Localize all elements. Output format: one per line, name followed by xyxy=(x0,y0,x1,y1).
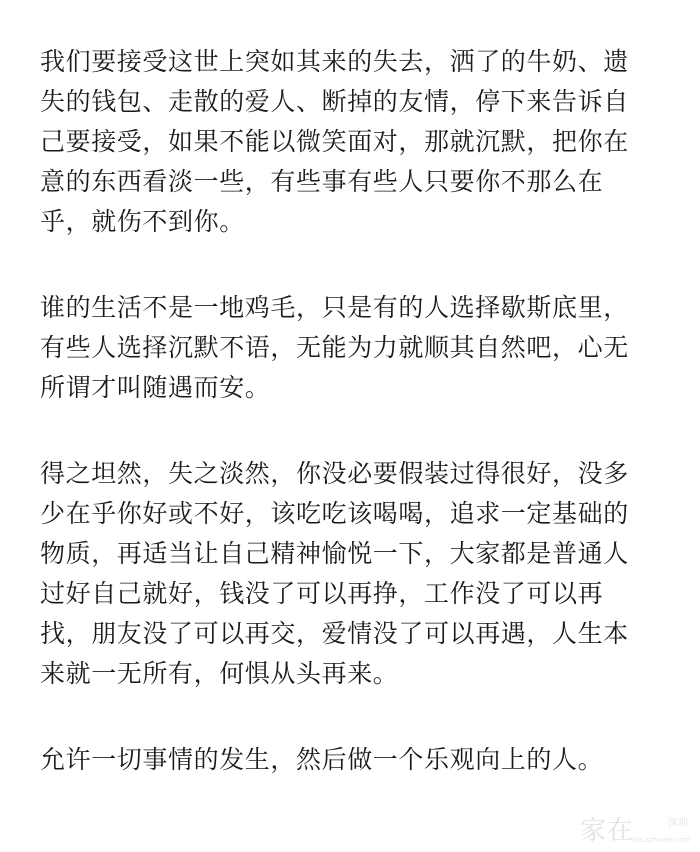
paragraph-gap xyxy=(40,408,680,454)
text-line: 来就一无所有，何惧从头再来。 xyxy=(40,659,399,688)
watermark-main-text: 家在 xyxy=(580,816,635,846)
paragraph-2 xyxy=(40,288,680,408)
article-body xyxy=(40,42,680,780)
paragraph-1 xyxy=(40,42,680,242)
paragraph-gap xyxy=(40,694,680,740)
paragraph-3 xyxy=(40,454,680,694)
text-line: 己要接受，如果不能以微笑面对，那就沉默，把你在 xyxy=(40,127,629,156)
watermark-url-text: bbs.szhome.com xyxy=(630,836,690,844)
paragraph-gap xyxy=(40,242,680,288)
text-line: 失的钱包、走散的爱人、断掉的友情，停下来告诉自 xyxy=(40,87,629,116)
watermark-logo xyxy=(580,808,690,844)
text-line: 我们要接受这世上突如其来的失去，洒了的牛奶、遗 xyxy=(40,47,629,76)
text-line: 过好自己就好，钱没了可以再挣，工作没了可以再 xyxy=(40,579,604,608)
text-line: 乎，就伤不到你。 xyxy=(40,207,245,236)
text-line: 允许一切事情的发生，然后做一个乐观向上的人。 xyxy=(40,745,604,774)
text-line: 找，朋友没了可以再交，爱情没了可以再遇，人生本 xyxy=(40,619,629,648)
text-line: 意的东西看淡一些，有些事有些人只要你不那么在 xyxy=(40,167,604,196)
paragraph-4 xyxy=(40,740,680,780)
watermark-side-text: 深圳 xyxy=(668,818,688,829)
text-line: 物质，再适当让自己精神愉悦一下，大家都是普通人 xyxy=(40,539,629,568)
text-line: 少在乎你好或不好，该吃吃该喝喝，追求一定基础的 xyxy=(40,499,629,528)
text-line: 得之坦然，失之淡然，你没必要假装过得很好，没多 xyxy=(40,459,629,488)
text-line: 谁的生活不是一地鸡毛，只是有的人选择歇斯底里， xyxy=(40,293,629,322)
text-line: 所谓才叫随遇而安。 xyxy=(40,373,271,402)
text-line: 有些人选择沉默不语，无能为力就顺其自然吧，心无 xyxy=(40,333,629,362)
